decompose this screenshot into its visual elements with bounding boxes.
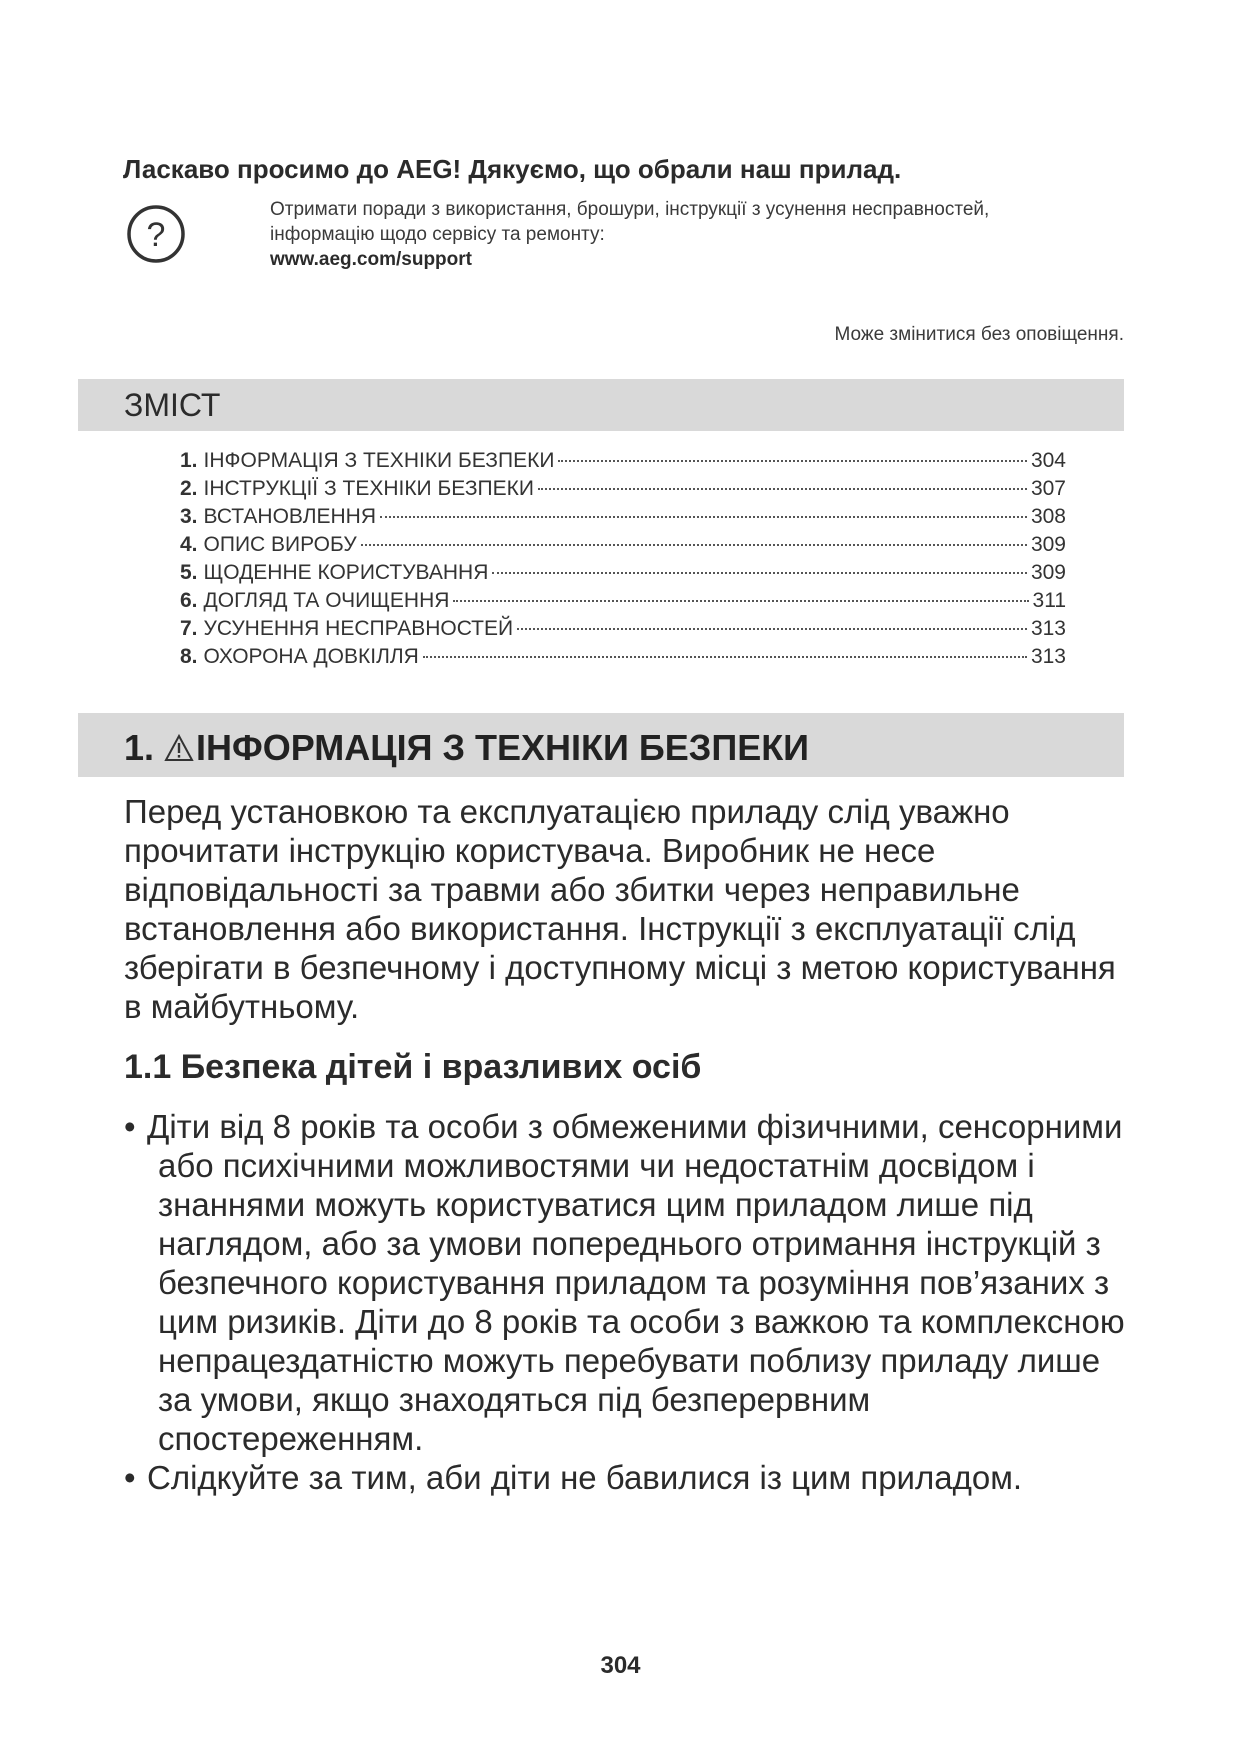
toc-item[interactable] [180,531,1066,559]
toc-item-page: 309 [1030,533,1066,556]
list-item [124,1107,1129,1458]
toc-leader-dots [492,572,1027,574]
toc-item-page: 311 [1032,589,1066,612]
toc-item-page: 308 [1030,505,1066,528]
toc-leader-dots [380,516,1027,518]
toc-item-page: 307 [1030,477,1066,500]
toc-leader-dots [558,460,1027,462]
bullet-text: Слідкуйте за тим, аби діти не бавилися із цим приладом. [147,1459,1023,1496]
toc-item-number: 3. [180,505,198,528]
toc-item[interactable] [180,447,1066,475]
safety-bullet-list [124,1107,1129,1497]
bullet-dot: • [124,1108,136,1145]
toc-item-label: ДОГЛЯД ТА ОЧИЩЕННЯ [203,589,450,612]
section-number: 1. [124,727,155,768]
svg-text:?: ? [146,216,166,254]
toc-item-page: 313 [1030,617,1066,640]
intro-paragraph: Перед установкою та експлуатацією приладу слід уважно прочитати інструкцію користувача. Виробник не несе відповідальності за травми або збитки через неправильне встановлення або використання. Інструкції з експлуатації слід зберігати в безпечному і доступному місці з метою користування в майбутньому. [124,793,1116,1025]
toc-item-page: 304 [1030,449,1066,472]
toc-leader-dots [453,600,1028,602]
bullet-dot: • [124,1459,136,1496]
toc-item-number: 4. [180,533,198,556]
toc-item-number: 8. [180,645,198,668]
toc-item[interactable] [180,503,1066,531]
subsection-title: 1.1 Безпека дітей і вразливих осіб [124,1048,702,1086]
toc-item-label: ІНСТРУКЦІЇ З ТЕХНІКИ БЕЗПЕКИ [203,477,534,500]
list-item [124,1458,1129,1497]
toc-item-label: ОПИС ВИРОБУ [203,533,357,556]
support-text-line2: інформацію щодо сервісу та ремонту: [270,224,605,245]
section-title-text: ІНФОРМАЦІЯ З ТЕХНІКИ БЕЗПЕКИ [196,727,810,768]
toc-item[interactable] [180,587,1066,615]
toc-header-band [78,379,1124,431]
toc-item-number: 1. [180,449,198,472]
support-text-line1: Отримати поради з використання, брошури, інструкції з усунення несправностей, [270,199,990,220]
toc-item[interactable] [180,643,1066,671]
warning-triangle-icon [164,734,194,762]
toc-item-number: 2. [180,477,198,500]
toc-item-label: ВСТАНОВЛЕННЯ [203,505,376,528]
toc-item[interactable] [180,475,1066,503]
toc-title: ЗМІСТ [124,387,221,423]
support-link[interactable]: www.aeg.com/support [270,249,472,270]
toc-item-label: УСУНЕННЯ НЕСПРАВНОСТЕЙ [203,617,514,640]
toc-item[interactable] [180,615,1066,643]
toc-item-number: 7. [180,617,198,640]
support-info [270,197,1130,272]
toc-item-page: 309 [1030,561,1066,584]
section-title [124,727,809,769]
toc-item-label: ЩОДЕННЕ КОРИСТУВАННЯ [203,561,489,584]
table-of-contents [180,447,1066,671]
bullet-text: Діти від 8 років та особи з обмеженими фізичними, сенсорними або психічними можливостями чи недостатнім досвідом і знаннями можуть користуватися цим приладом лише під наглядом, або за умови попереднього отримання інструкцій з безпечного користування приладом та розуміння пов’язаних з цим ризиків. Діти до 8 років та особи з важкою та комплексною непрацездатністю можуть перебувати поблизу приладу лише за умови, якщо знаходяться під безперервним спостереженням. [147,1108,1125,1457]
toc-item-number: 5. [180,561,198,584]
change-notice: Може змінитися без оповіщення. [834,324,1124,345]
toc-leader-dots [538,488,1027,490]
toc-leader-dots [517,628,1027,630]
welcome-title: Ласкаво просимо до AEG! Дякуємо, що обрали наш прилад. [123,154,902,184]
toc-item-number: 6. [180,589,198,612]
toc-item-label: ОХОРОНА ДОВКІЛЛЯ [203,645,419,668]
section-header-band [78,713,1124,777]
question-circle-icon [125,203,187,265]
toc-leader-dots [423,656,1027,658]
toc-item[interactable] [180,559,1066,587]
toc-item-page: 313 [1030,645,1066,668]
toc-item-label: ІНФОРМАЦІЯ З ТЕХНІКИ БЕЗПЕКИ [203,449,555,472]
page-number: 304 [600,1652,641,1679]
toc-leader-dots [361,544,1027,546]
